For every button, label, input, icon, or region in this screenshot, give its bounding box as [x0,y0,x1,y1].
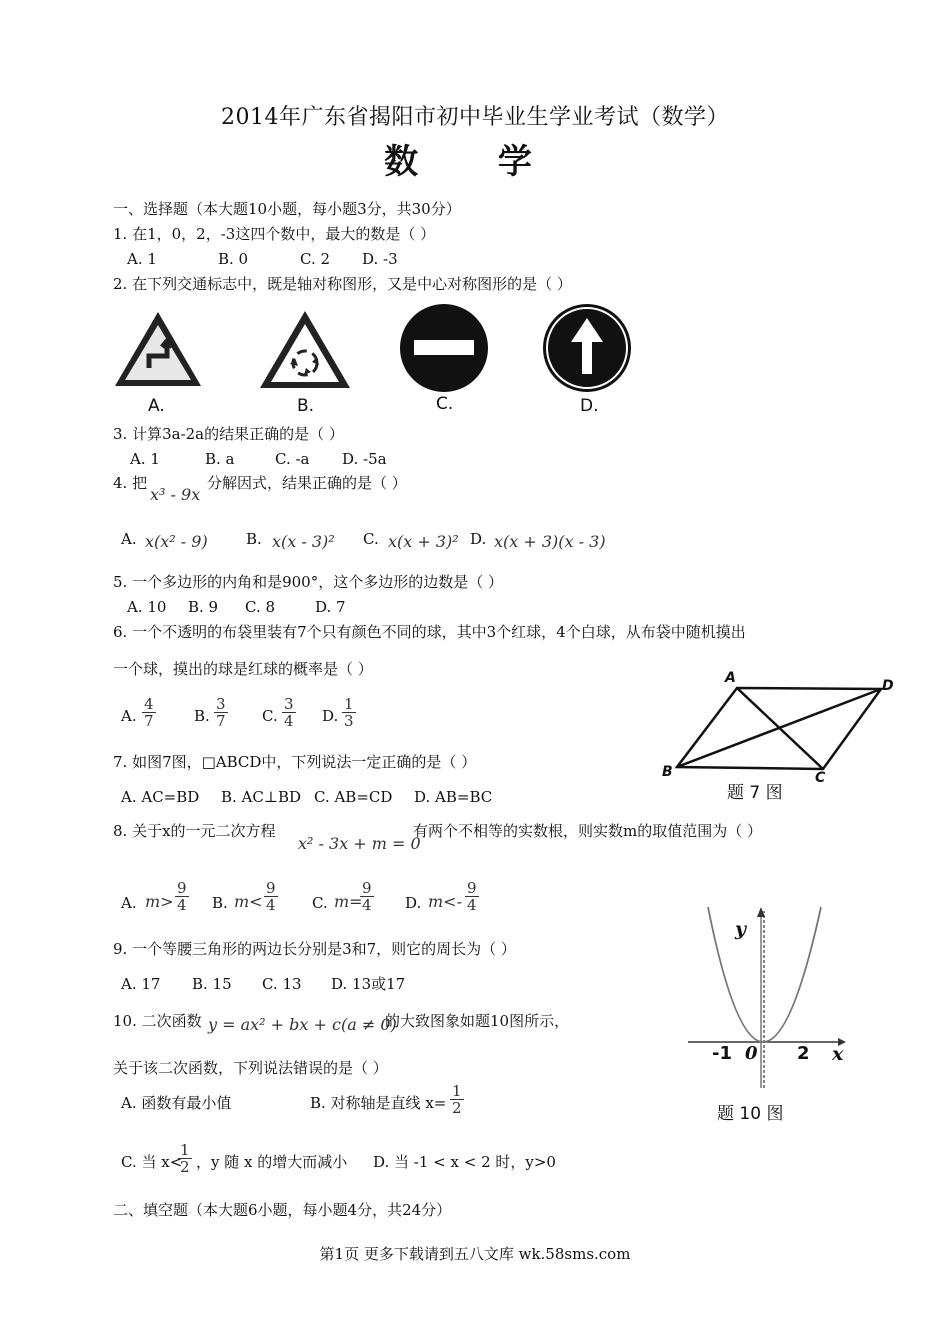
point-a-label: A [725,670,736,686]
page-footer: 第1页 更多下载请到五八文库 wk.58sms.com [319,1245,631,1263]
q4-option-c-label: C. [363,530,379,548]
q1-option-b: B. 0 [218,250,249,268]
q4-option-c: x(x + 3)² [388,532,459,551]
q1-option-a: A. 1 [127,250,157,268]
q8-option-b-fraction: $\frac{9}{4}$ [266,879,276,914]
q1-option-d: D. -3 [362,250,398,268]
q10-option-c-prefix: C. 当 x< [121,1153,183,1171]
question-3-stem: 3. 计算3a-2a的结果正确的是（ ） [113,425,344,443]
q8-option-c-label: C. [312,894,328,912]
question-6-stem-line2: 一个球，摸出的球是红球的概率是（ ） [113,660,373,678]
question-5-stem: 5. 一个多边形的内角和是900°，这个多边形的边数是（ ） [113,573,503,591]
q8-option-b-label: B. [212,894,228,912]
document-title: 2014年广东省揭阳市初中毕业生学业考试（数学） [221,105,729,130]
q10-option-b-fraction: $\frac{1}{2}$ [452,1082,462,1117]
question-10-stem-prefix: 10. 二次函数 [113,1012,202,1030]
q6-option-b-fraction: $\frac{3}{7}$ [216,695,226,730]
q8-option-d-label: D. [405,894,422,912]
q8-equation: x² - 3x + m = 0 [298,834,421,853]
q6-option-b-label: B. [194,707,210,725]
point-c-label: C [815,770,826,786]
q3-option-b: B. a [205,450,235,468]
q10-function-expression: y = ax² + bx + c(a ≠ 0) [208,1015,397,1034]
q10-option-c-suffix: ，y 随 x 的增大而减小 [196,1153,348,1171]
q8-option-d-relation: m<- [428,892,462,911]
q4-option-a: x(x² - 9) [145,532,208,551]
q10-option-d: D. 当 -1 < x < 2 时，y>0 [373,1153,556,1171]
q7-option-c: C. AB=CD [314,788,393,806]
q3-option-a: A. 1 [130,450,160,468]
question-9-stem: 9. 一个等腰三角形的两边长分别是3和7，则它的周长为（ ） [113,940,516,958]
sign-b-label: B. [297,396,315,416]
question-1-stem: 1. 在1，0，2，-3这四个数中，最大的数是（ ） [113,225,436,243]
q1-option-c: C. 2 [300,250,331,268]
sign-b-roundabout-icon [257,308,353,392]
q7-option-b: B. AC⊥BD [221,788,302,806]
question-2-stem: 2. 在下列交通标志中，既是轴对称图形，又是中心对称图形的是（ ） [113,275,572,293]
figure-10-caption: 题 10 图 [717,1104,784,1124]
q7-option-a: A. AC=BD [121,788,200,806]
q9-option-c: C. 13 [262,975,302,993]
q5-option-b: B. 9 [188,598,219,616]
section-heading: 一、选择题（本大题10小题，每小题3分，共30分） [113,200,461,218]
q9-option-a: A. 17 [121,975,161,993]
question-4-stem-suffix: 分解因式，结果正确的是（ ） [207,474,407,492]
graph-left-root-label: -1 [712,1043,732,1064]
q6-option-c-fraction: $\frac{3}{4}$ [284,695,294,730]
section-2-heading: 二、填空题（本大题6小题，每小题4分，共24分） [113,1201,452,1219]
q4-option-b-label: B. [246,530,262,548]
question-4-stem-prefix: 4. 把 [113,474,148,492]
point-d-label: D [882,678,894,694]
question-10-stem-line2: 关于该二次函数，下列说法错误的是（ ） [113,1059,388,1077]
question-8-stem-suffix: 有两个不相等的实数根，则实数m的取值范围为（ ） [413,822,762,840]
question-6-stem-line1: 6. 一个不透明的布袋里装有7个只有颜色不同的球，其中3个红球，4个白球，从布袋中随机摸出 [113,623,746,641]
graph-x-axis-label: x [832,1043,844,1065]
q3-option-c: C. -a [275,450,310,468]
q6-option-d-label: D. [322,707,339,725]
q10-option-c-fraction: $\frac{1}{2}$ [180,1141,190,1176]
graph-origin-label: 0 [745,1043,758,1064]
sign-c-label: C. [436,394,454,414]
figure-7-parallelogram [655,668,905,788]
q5-option-c: C. 8 [245,598,276,616]
q4-option-b: x(x - 3)² [272,532,335,551]
q8-option-a-fraction: $\frac{9}{4}$ [177,879,187,914]
question-7-stem: 7. 如图7图，□ABCD中，下列说法一定正确的是（ ） [113,753,477,771]
q8-option-a-relation: m> [145,892,174,911]
q9-option-d: D. 13或17 [331,975,406,993]
sign-c-no-entry-icon [398,302,490,394]
q7-option-d: D. AB=BC [414,788,493,806]
q8-option-c-relation: m= [334,892,363,911]
q10-option-a: A. 函数有最小值 [121,1094,232,1112]
sign-a-zigzag-icon [112,308,204,390]
q8-option-d-fraction: $\frac{9}{4}$ [467,879,477,914]
subject-heading: 数 学 [384,142,566,182]
point-b-label: B [662,764,673,780]
q8-option-c-fraction: $\frac{9}{4}$ [362,879,372,914]
q6-option-c-label: C. [262,707,278,725]
figure-10-parabola-graph [680,905,850,1095]
graph-right-root-label: 2 [797,1043,810,1064]
q5-option-a: A. 10 [127,598,167,616]
figure-7-caption: 题 7 图 [727,783,783,803]
sign-a-label: A. [148,396,165,416]
q6-option-a-label: A. [121,707,137,725]
q5-option-d: D. 7 [315,598,346,616]
q4-option-d: x(x + 3)(x - 3) [494,532,606,551]
q6-option-a-fraction: $\frac{4}{7}$ [144,695,154,730]
sign-d-label: D. [580,396,599,416]
q6-option-d-fraction: $\frac{1}{3}$ [344,695,354,730]
q8-option-a-label: A. [121,894,137,912]
q4-option-a-label: A. [121,530,137,548]
q4-option-d-label: D. [470,530,487,548]
q9-option-b: B. 15 [192,975,232,993]
q4-expression: x³ - 9x [150,485,201,504]
question-8-stem-prefix: 8. 关于x的一元二次方程 [113,822,276,840]
sign-d-straight-arrow-icon [541,302,633,394]
graph-y-axis-label: y [735,918,747,940]
q10-option-b-prefix: B. 对称轴是直线 x= [310,1094,447,1112]
q8-option-b-relation: m< [234,892,263,911]
question-10-stem-suffix: 的大致图象如题10图所示， [385,1012,570,1030]
q3-option-d: D. -5a [342,450,387,468]
